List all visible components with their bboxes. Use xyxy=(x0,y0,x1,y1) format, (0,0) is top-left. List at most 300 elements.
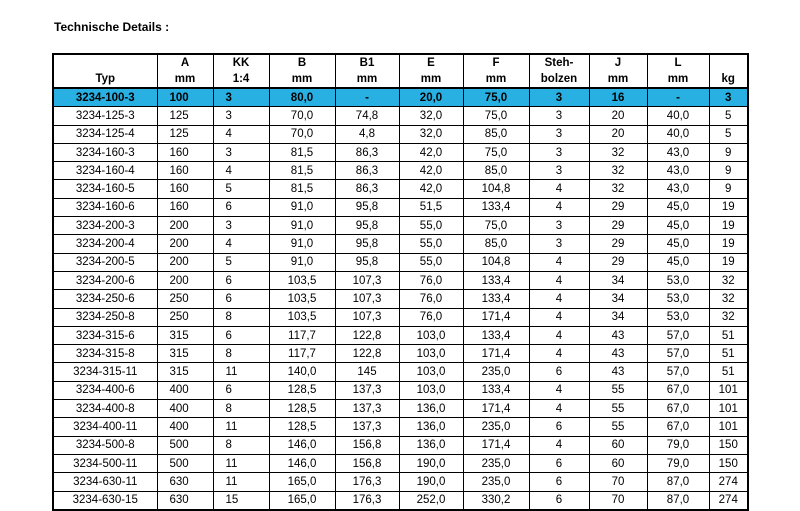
cell-a: 200 xyxy=(157,253,213,271)
cell-a: 400 xyxy=(157,381,213,399)
cell-j: 16 xyxy=(589,88,647,107)
cell-stehbolzen: 6 xyxy=(529,418,589,436)
cell-b: 128,5 xyxy=(269,381,335,399)
cell-kg: 32 xyxy=(709,290,748,308)
table-row xyxy=(53,308,748,326)
cell-kk: 11 xyxy=(213,454,269,472)
cell-kk: 4 xyxy=(213,162,269,180)
cell-l: 40,0 xyxy=(647,107,709,125)
cell-f: 171,4 xyxy=(463,400,529,418)
cell-b: 91,0 xyxy=(269,198,335,216)
cell-l: 57,0 xyxy=(647,326,709,344)
cell-b1: 145 xyxy=(335,363,399,381)
cell-a: 200 xyxy=(157,271,213,289)
cell-a: 500 xyxy=(157,436,213,454)
cell-kg: 19 xyxy=(709,217,748,235)
cell-typ: 3234-200-4 xyxy=(53,235,157,253)
header-kg-bottom: kg xyxy=(709,71,748,88)
table-row xyxy=(53,290,748,308)
cell-b: 128,5 xyxy=(269,400,335,418)
cell-typ: 3234-630-11 xyxy=(53,473,157,491)
cell-l: 67,0 xyxy=(647,400,709,418)
table-row xyxy=(53,217,748,235)
table-body xyxy=(53,88,748,510)
cell-f: 85,0 xyxy=(463,162,529,180)
cell-kk: 11 xyxy=(213,418,269,436)
header-row-bottom xyxy=(53,71,748,88)
cell-e: 103,0 xyxy=(399,381,463,399)
header-kk-top: KK xyxy=(213,54,269,71)
cell-typ: 3234-500-8 xyxy=(53,436,157,454)
cell-l: 40,0 xyxy=(647,125,709,143)
cell-kg: 3 xyxy=(709,88,748,107)
cell-b1: 156,8 xyxy=(335,436,399,454)
cell-kk: 8 xyxy=(213,308,269,326)
cell-stehbolzen: 6 xyxy=(529,473,589,491)
table-row xyxy=(53,400,748,418)
cell-j: 70 xyxy=(589,473,647,491)
cell-stehbolzen: 3 xyxy=(529,107,589,125)
header-j-top: J xyxy=(589,54,647,71)
cell-l: 67,0 xyxy=(647,381,709,399)
cell-kg: 51 xyxy=(709,363,748,381)
cell-e: 51,5 xyxy=(399,198,463,216)
cell-kk: 4 xyxy=(213,125,269,143)
header-b1-top: B1 xyxy=(335,54,399,71)
cell-f: 133,4 xyxy=(463,198,529,216)
table-row xyxy=(53,345,748,363)
cell-j: 55 xyxy=(589,418,647,436)
cell-kg: 32 xyxy=(709,271,748,289)
cell-stehbolzen: 3 xyxy=(529,162,589,180)
cell-e: 136,0 xyxy=(399,418,463,436)
cell-stehbolzen: 6 xyxy=(529,363,589,381)
cell-a: 250 xyxy=(157,308,213,326)
table-row xyxy=(53,162,748,180)
cell-b1: 74,8 xyxy=(335,107,399,125)
cell-stehbolzen: 3 xyxy=(529,125,589,143)
cell-a: 315 xyxy=(157,326,213,344)
cell-b1: - xyxy=(335,88,399,107)
cell-kg: 9 xyxy=(709,180,748,198)
cell-f: 75,0 xyxy=(463,107,529,125)
cell-l: 67,0 xyxy=(647,418,709,436)
cell-e: 136,0 xyxy=(399,400,463,418)
cell-b1: 107,3 xyxy=(335,290,399,308)
cell-a: 400 xyxy=(157,418,213,436)
cell-a: 315 xyxy=(157,363,213,381)
cell-typ: 3234-315-8 xyxy=(53,345,157,363)
cell-j: 20 xyxy=(589,125,647,143)
cell-kk: 6 xyxy=(213,290,269,308)
cell-b: 103,5 xyxy=(269,271,335,289)
cell-kg: 19 xyxy=(709,198,748,216)
table-row xyxy=(53,326,748,344)
cell-f: 75,0 xyxy=(463,88,529,107)
cell-stehbolzen: 4 xyxy=(529,271,589,289)
cell-a: 125 xyxy=(157,125,213,143)
cell-f: 330,2 xyxy=(463,491,529,510)
cell-b: 103,5 xyxy=(269,290,335,308)
cell-j: 29 xyxy=(589,253,647,271)
table-row xyxy=(53,418,748,436)
cell-b1: 86,3 xyxy=(335,180,399,198)
table-row xyxy=(53,198,748,216)
cell-a: 160 xyxy=(157,180,213,198)
cell-kg: 5 xyxy=(709,107,748,125)
cell-b: 81,5 xyxy=(269,180,335,198)
cell-b: 81,5 xyxy=(269,162,335,180)
header-typ-top xyxy=(53,54,157,71)
table-row xyxy=(53,454,748,472)
cell-l: 57,0 xyxy=(647,345,709,363)
cell-l: 87,0 xyxy=(647,491,709,510)
header-f-bottom: mm xyxy=(463,71,529,88)
cell-kk: 6 xyxy=(213,326,269,344)
cell-e: 190,0 xyxy=(399,473,463,491)
cell-j: 43 xyxy=(589,326,647,344)
cell-b: 70,0 xyxy=(269,125,335,143)
cell-typ: 3234-160-6 xyxy=(53,198,157,216)
cell-f: 133,4 xyxy=(463,381,529,399)
header-stehbolzen-bottom: bolzen xyxy=(529,71,589,88)
cell-kk: 5 xyxy=(213,180,269,198)
cell-b1: 176,3 xyxy=(335,473,399,491)
cell-stehbolzen: 4 xyxy=(529,381,589,399)
cell-a: 630 xyxy=(157,473,213,491)
cell-kk: 11 xyxy=(213,473,269,491)
cell-f: 85,0 xyxy=(463,125,529,143)
cell-a: 250 xyxy=(157,290,213,308)
table-row xyxy=(53,180,748,198)
cell-b: 117,7 xyxy=(269,326,335,344)
cell-b1: 107,3 xyxy=(335,308,399,326)
cell-typ: 3234-160-4 xyxy=(53,162,157,180)
cell-a: 315 xyxy=(157,345,213,363)
cell-a: 500 xyxy=(157,454,213,472)
cell-f: 133,4 xyxy=(463,290,529,308)
cell-l: 45,0 xyxy=(647,253,709,271)
cell-b: 146,0 xyxy=(269,436,335,454)
cell-typ: 3234-400-8 xyxy=(53,400,157,418)
cell-typ: 3234-250-6 xyxy=(53,290,157,308)
cell-kk: 15 xyxy=(213,491,269,510)
cell-b: 91,0 xyxy=(269,235,335,253)
cell-typ: 3234-125-4 xyxy=(53,125,157,143)
cell-e: 103,0 xyxy=(399,345,463,363)
cell-stehbolzen: 3 xyxy=(529,88,589,107)
cell-f: 235,0 xyxy=(463,363,529,381)
cell-kg: 274 xyxy=(709,473,748,491)
cell-f: 104,8 xyxy=(463,253,529,271)
cell-kg: 19 xyxy=(709,235,748,253)
cell-kk: 8 xyxy=(213,400,269,418)
cell-l: 45,0 xyxy=(647,235,709,253)
cell-l: 79,0 xyxy=(647,436,709,454)
cell-j: 55 xyxy=(589,400,647,418)
table-row xyxy=(53,107,748,125)
table-row xyxy=(53,88,748,107)
cell-l: 43,0 xyxy=(647,180,709,198)
cell-j: 70 xyxy=(589,491,647,510)
cell-e: 42,0 xyxy=(399,180,463,198)
cell-j: 43 xyxy=(589,345,647,363)
cell-b1: 107,3 xyxy=(335,271,399,289)
cell-l: 53,0 xyxy=(647,271,709,289)
cell-f: 171,4 xyxy=(463,436,529,454)
cell-a: 630 xyxy=(157,491,213,510)
table-row xyxy=(53,491,748,510)
table-row xyxy=(53,271,748,289)
cell-typ: 3234-125-3 xyxy=(53,107,157,125)
cell-kk: 6 xyxy=(213,271,269,289)
cell-stehbolzen: 4 xyxy=(529,345,589,363)
cell-j: 34 xyxy=(589,271,647,289)
header-a-top: A xyxy=(157,54,213,71)
table-row xyxy=(53,235,748,253)
cell-stehbolzen: 4 xyxy=(529,326,589,344)
cell-stehbolzen: 4 xyxy=(529,290,589,308)
cell-l: 57,0 xyxy=(647,363,709,381)
header-a-bottom: mm xyxy=(157,71,213,88)
cell-j: 32 xyxy=(589,180,647,198)
cell-l: 45,0 xyxy=(647,217,709,235)
cell-kg: 9 xyxy=(709,162,748,180)
cell-a: 100 xyxy=(157,88,213,107)
cell-b: 140,0 xyxy=(269,363,335,381)
cell-kk: 3 xyxy=(213,88,269,107)
cell-b: 117,7 xyxy=(269,345,335,363)
cell-f: 235,0 xyxy=(463,418,529,436)
cell-b: 70,0 xyxy=(269,107,335,125)
cell-e: 76,0 xyxy=(399,271,463,289)
cell-kg: 150 xyxy=(709,454,748,472)
cell-e: 190,0 xyxy=(399,454,463,472)
cell-b1: 86,3 xyxy=(335,162,399,180)
cell-e: 252,0 xyxy=(399,491,463,510)
cell-b: 165,0 xyxy=(269,491,335,510)
cell-typ: 3234-400-11 xyxy=(53,418,157,436)
cell-kg: 150 xyxy=(709,436,748,454)
cell-typ: 3234-400-6 xyxy=(53,381,157,399)
cell-typ: 3234-500-11 xyxy=(53,454,157,472)
cell-kg: 9 xyxy=(709,143,748,161)
cell-j: 32 xyxy=(589,143,647,161)
cell-e: 55,0 xyxy=(399,217,463,235)
cell-f: 133,4 xyxy=(463,326,529,344)
cell-j: 55 xyxy=(589,381,647,399)
cell-e: 103,0 xyxy=(399,363,463,381)
cell-e: 32,0 xyxy=(399,107,463,125)
header-b-top: B xyxy=(269,54,335,71)
cell-b: 128,5 xyxy=(269,418,335,436)
cell-kg: 19 xyxy=(709,253,748,271)
cell-kk: 3 xyxy=(213,143,269,161)
header-kk-bottom: 1:4 xyxy=(213,71,269,88)
table-row xyxy=(53,363,748,381)
cell-a: 160 xyxy=(157,143,213,161)
cell-typ: 3234-160-5 xyxy=(53,180,157,198)
cell-b1: 137,3 xyxy=(335,400,399,418)
cell-stehbolzen: 4 xyxy=(529,308,589,326)
cell-f: 75,0 xyxy=(463,217,529,235)
cell-kg: 101 xyxy=(709,381,748,399)
header-b-bottom: mm xyxy=(269,71,335,88)
cell-typ: 3234-315-11 xyxy=(53,363,157,381)
header-kg-top xyxy=(709,54,748,71)
cell-kg: 101 xyxy=(709,400,748,418)
cell-typ: 3234-200-6 xyxy=(53,271,157,289)
cell-j: 29 xyxy=(589,198,647,216)
cell-b1: 176,3 xyxy=(335,491,399,510)
cell-typ: 3234-100-3 xyxy=(53,88,157,107)
cell-j: 29 xyxy=(589,235,647,253)
specifications-table xyxy=(52,53,749,511)
cell-a: 400 xyxy=(157,400,213,418)
cell-typ: 3234-250-8 xyxy=(53,308,157,326)
cell-f: 104,8 xyxy=(463,180,529,198)
cell-j: 43 xyxy=(589,363,647,381)
cell-kk: 5 xyxy=(213,253,269,271)
cell-j: 29 xyxy=(589,217,647,235)
cell-l: 53,0 xyxy=(647,290,709,308)
header-l-bottom: mm xyxy=(647,71,709,88)
cell-stehbolzen: 4 xyxy=(529,400,589,418)
cell-typ: 3234-200-5 xyxy=(53,253,157,271)
cell-b: 165,0 xyxy=(269,473,335,491)
cell-kg: 51 xyxy=(709,345,748,363)
cell-b: 81,5 xyxy=(269,143,335,161)
cell-a: 125 xyxy=(157,107,213,125)
header-b1-bottom: mm xyxy=(335,71,399,88)
cell-j: 20 xyxy=(589,107,647,125)
cell-b1: 95,8 xyxy=(335,253,399,271)
cell-j: 60 xyxy=(589,454,647,472)
cell-typ: 3234-200-3 xyxy=(53,217,157,235)
cell-e: 55,0 xyxy=(399,235,463,253)
cell-f: 235,0 xyxy=(463,473,529,491)
cell-kk: 3 xyxy=(213,217,269,235)
cell-b: 80,0 xyxy=(269,88,335,107)
cell-kk: 4 xyxy=(213,235,269,253)
cell-b1: 137,3 xyxy=(335,418,399,436)
cell-kg: 5 xyxy=(709,125,748,143)
cell-l: 43,0 xyxy=(647,162,709,180)
cell-kk: 6 xyxy=(213,198,269,216)
cell-b1: 137,3 xyxy=(335,381,399,399)
cell-a: 200 xyxy=(157,217,213,235)
cell-e: 103,0 xyxy=(399,326,463,344)
cell-b1: 95,8 xyxy=(335,217,399,235)
cell-stehbolzen: 6 xyxy=(529,454,589,472)
cell-b1: 156,8 xyxy=(335,454,399,472)
cell-stehbolzen: 6 xyxy=(529,491,589,510)
cell-kk: 6 xyxy=(213,381,269,399)
cell-e: 136,0 xyxy=(399,436,463,454)
cell-kg: 274 xyxy=(709,491,748,510)
cell-e: 42,0 xyxy=(399,162,463,180)
header-row-top xyxy=(53,54,748,71)
cell-f: 75,0 xyxy=(463,143,529,161)
cell-e: 20,0 xyxy=(399,88,463,107)
cell-typ: 3234-630-15 xyxy=(53,491,157,510)
cell-e: 55,0 xyxy=(399,253,463,271)
table-row xyxy=(53,473,748,491)
table-row xyxy=(53,143,748,161)
cell-j: 60 xyxy=(589,436,647,454)
header-e-top: E xyxy=(399,54,463,71)
cell-l: - xyxy=(647,88,709,107)
cell-a: 160 xyxy=(157,162,213,180)
cell-stehbolzen: 3 xyxy=(529,143,589,161)
cell-l: 45,0 xyxy=(647,198,709,216)
cell-b1: 95,8 xyxy=(335,198,399,216)
cell-b1: 122,8 xyxy=(335,345,399,363)
cell-b: 91,0 xyxy=(269,253,335,271)
cell-f: 133,4 xyxy=(463,271,529,289)
header-e-bottom: mm xyxy=(399,71,463,88)
cell-f: 171,4 xyxy=(463,308,529,326)
cell-kk: 8 xyxy=(213,345,269,363)
cell-b1: 95,8 xyxy=(335,235,399,253)
cell-b: 146,0 xyxy=(269,454,335,472)
cell-l: 53,0 xyxy=(647,308,709,326)
cell-stehbolzen: 4 xyxy=(529,253,589,271)
header-f-top: F xyxy=(463,54,529,71)
cell-e: 76,0 xyxy=(399,290,463,308)
table-row xyxy=(53,436,748,454)
cell-e: 76,0 xyxy=(399,308,463,326)
cell-j: 32 xyxy=(589,162,647,180)
cell-b1: 86,3 xyxy=(335,143,399,161)
table-header xyxy=(53,54,748,88)
table-row xyxy=(53,381,748,399)
cell-typ: 3234-315-6 xyxy=(53,326,157,344)
cell-stehbolzen: 3 xyxy=(529,217,589,235)
cell-stehbolzen: 3 xyxy=(529,235,589,253)
cell-b1: 122,8 xyxy=(335,326,399,344)
cell-a: 200 xyxy=(157,235,213,253)
header-l-top: L xyxy=(647,54,709,71)
cell-b: 103,5 xyxy=(269,308,335,326)
cell-b: 91,0 xyxy=(269,217,335,235)
cell-l: 43,0 xyxy=(647,143,709,161)
cell-typ: 3234-160-3 xyxy=(53,143,157,161)
cell-j: 34 xyxy=(589,308,647,326)
cell-j: 34 xyxy=(589,290,647,308)
cell-e: 32,0 xyxy=(399,125,463,143)
header-stehbolzen-top: Steh- xyxy=(529,54,589,71)
cell-f: 235,0 xyxy=(463,454,529,472)
cell-kk: 8 xyxy=(213,436,269,454)
cell-stehbolzen: 4 xyxy=(529,198,589,216)
cell-kk: 11 xyxy=(213,363,269,381)
cell-e: 42,0 xyxy=(399,143,463,161)
cell-f: 171,4 xyxy=(463,345,529,363)
cell-l: 87,0 xyxy=(647,473,709,491)
page-title: Technische Details : xyxy=(54,20,170,34)
cell-stehbolzen: 4 xyxy=(529,180,589,198)
cell-b1: 4,8 xyxy=(335,125,399,143)
cell-kg: 51 xyxy=(709,326,748,344)
header-j-bottom: mm xyxy=(589,71,647,88)
table-row xyxy=(53,125,748,143)
cell-kg: 32 xyxy=(709,308,748,326)
cell-l: 79,0 xyxy=(647,454,709,472)
table-row xyxy=(53,253,748,271)
cell-a: 160 xyxy=(157,198,213,216)
cell-f: 85,0 xyxy=(463,235,529,253)
